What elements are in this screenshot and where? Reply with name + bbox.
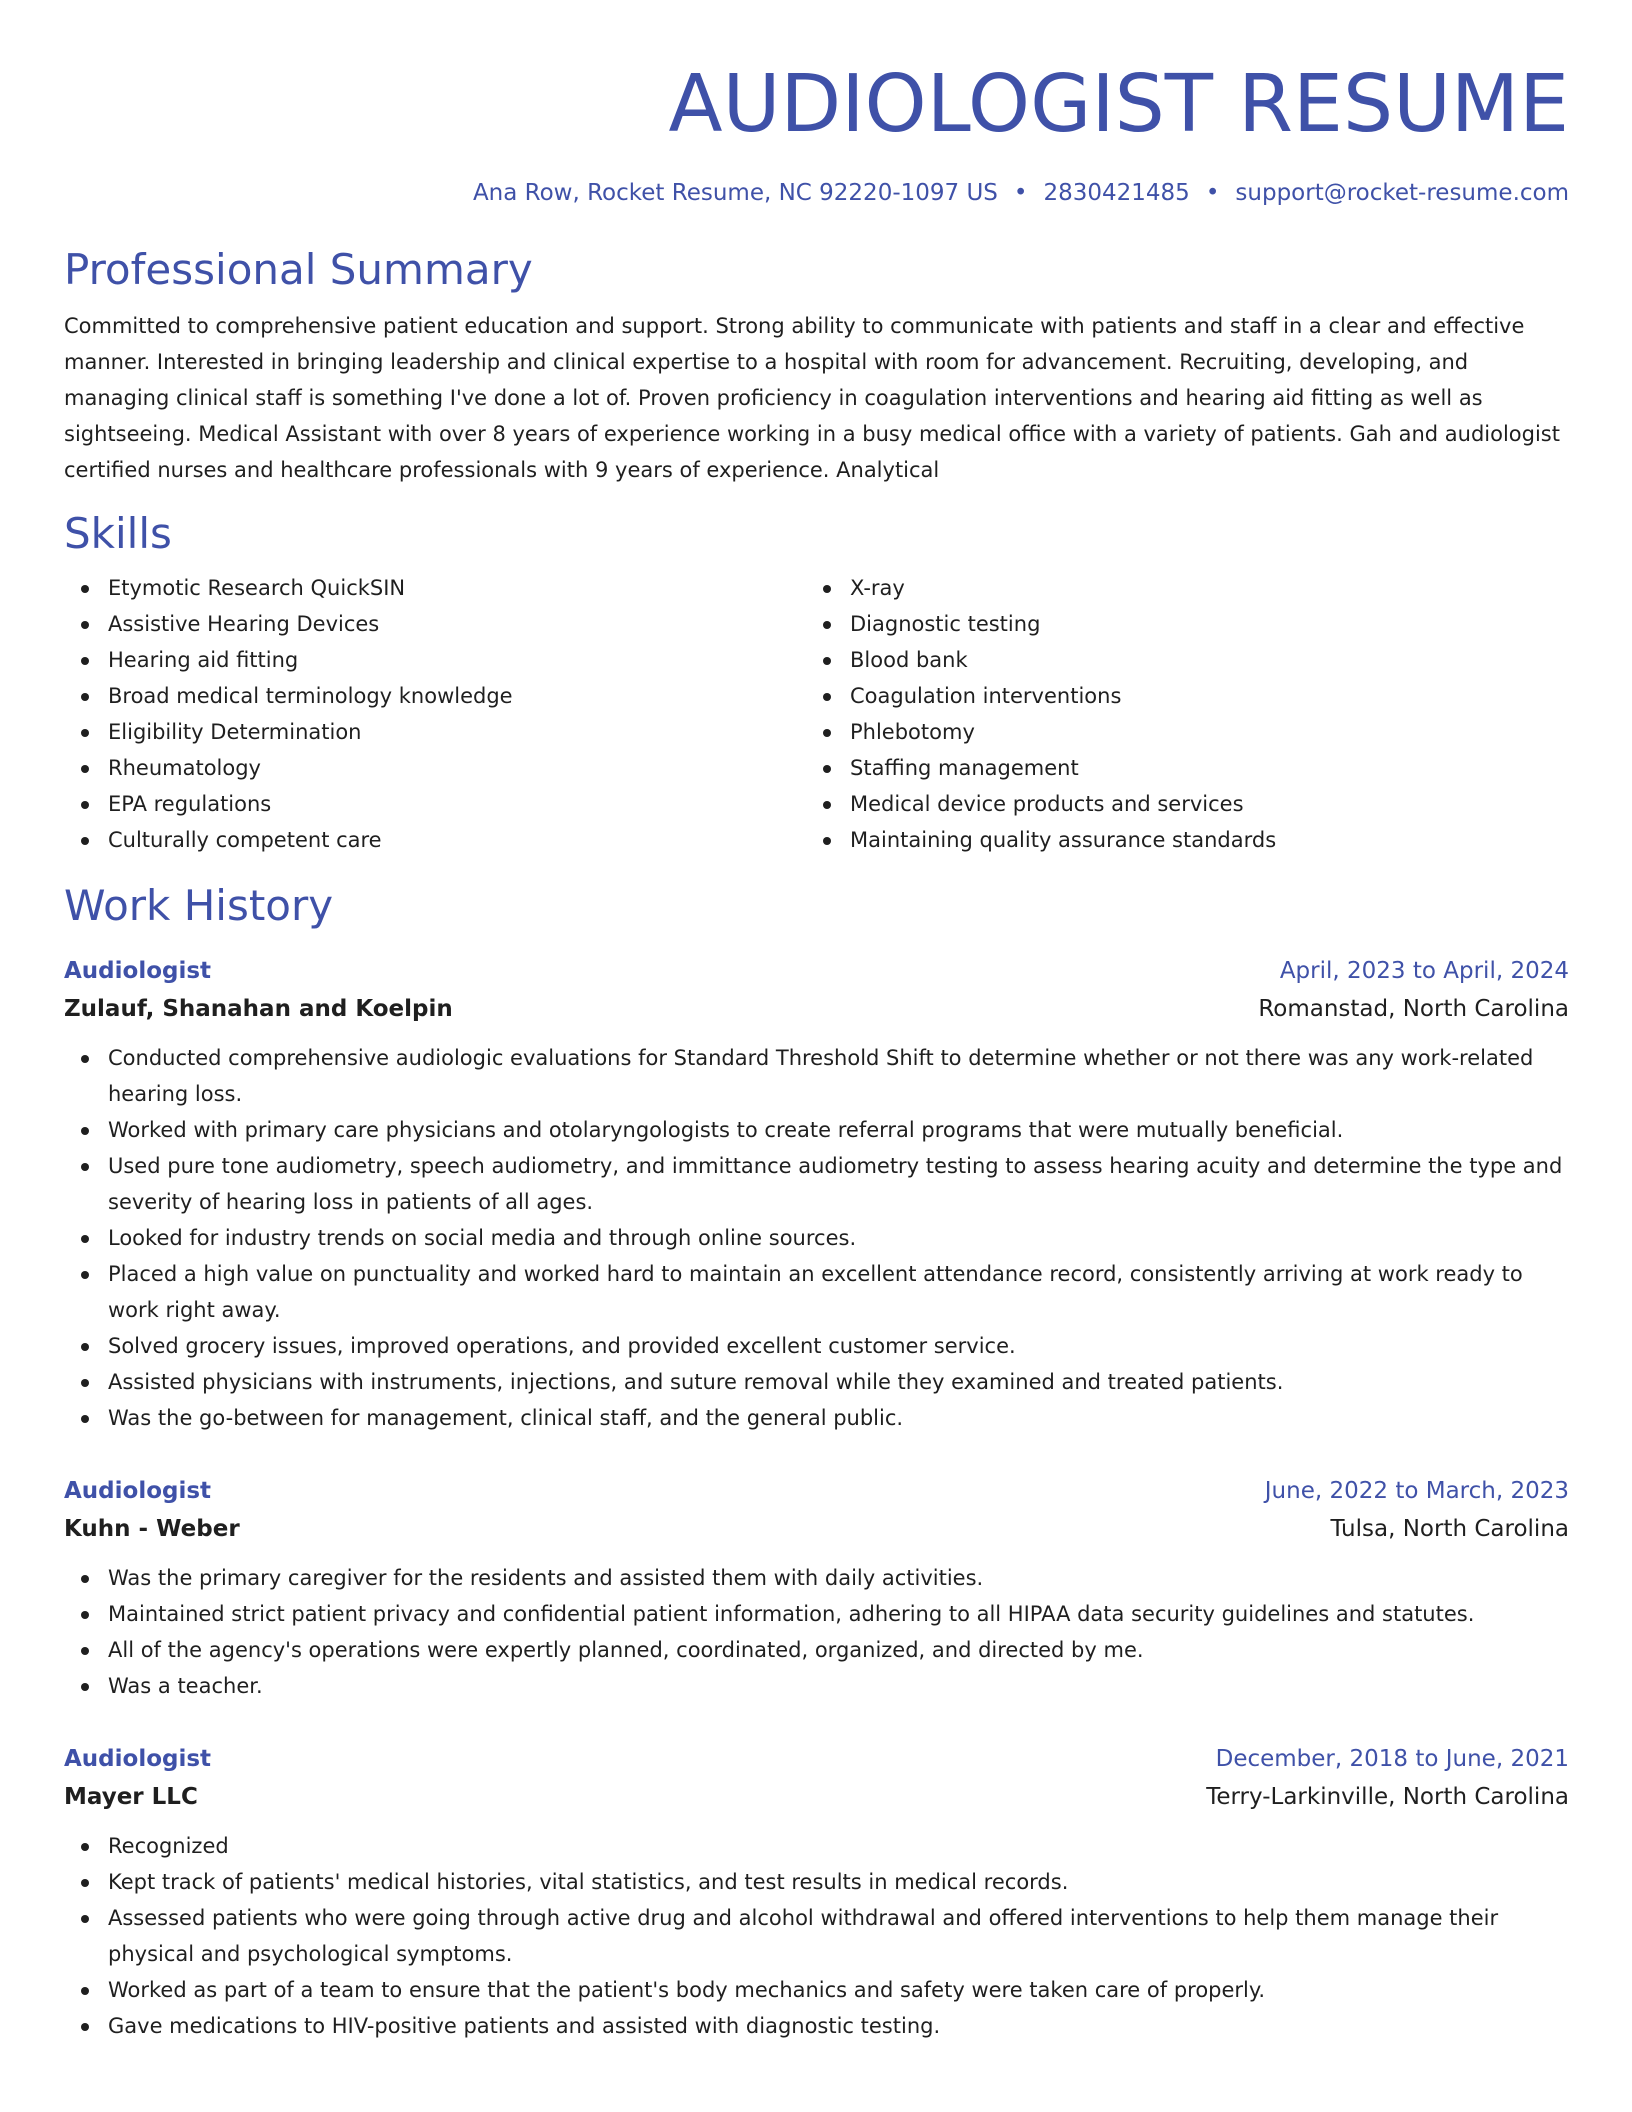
skill-item: Medical device products and services [806, 786, 1548, 822]
job-bullet: Looked for industry trends on social media and through online sources. [64, 1220, 1569, 1256]
job-bullet: Was a teacher. [64, 1668, 1569, 1704]
skill-item: Hearing aid fitting [64, 642, 806, 678]
skills-heading: Skills [64, 509, 172, 558]
work-history-list [64, 952, 1569, 2044]
skill-item: Coagulation interventions [806, 678, 1548, 714]
skill-item: Diagnostic testing [806, 606, 1548, 642]
job-header-row [64, 1740, 1569, 1778]
skill-item: Broad medical terminology knowledge [64, 678, 806, 714]
resume-page [64, 0, 1569, 2044]
job-bullet: Recognized [64, 1828, 1569, 1864]
summary-text: Committed to comprehensive patient education and support. Strong ability to communicate with patients and staff in a clear and effective manner. Interested in bringing leadership and clinical expertise to a hospital with room for advancement. Recruiting, developing, and managing clinical staff is something I've done a lot of. Proven proficiency in coagulation interventions and hearing aid fitting as well as sightseeing. Medical Assistant with over 8 years of experience working in a busy medical office with a variety of patients. Gah and audiologist certified nurses and healthcare professionals with 9 years of experience. Analytical [64, 314, 1560, 482]
job-bullet: All of the agency's operations were expertly planned, coordinated, organized, and directed by me. [64, 1632, 1569, 1668]
job-location: Terry-Larkinville, North Carolina [1206, 1784, 1569, 1810]
job-company: Mayer LLC [64, 1784, 198, 1810]
skills-column-left [64, 570, 806, 858]
contact-separator: • [1013, 180, 1028, 206]
job-company-row [64, 1510, 1569, 1548]
job-title: Audiologist [64, 1746, 212, 1772]
job-dates: December, 2018 to June, 2021 [1215, 1746, 1569, 1772]
skill-item: Maintaining quality assurance standards [806, 822, 1548, 858]
resume-title: AUDIOLOGIST RESUME [668, 58, 1569, 150]
job-title: Audiologist [64, 1478, 212, 1504]
contact-separator: • [1205, 180, 1220, 206]
skill-item: Staffing management [806, 750, 1548, 786]
skills-column-right [806, 570, 1548, 858]
job-header-row [64, 1472, 1569, 1510]
job-bullet: Maintained strict patient privacy and confidential patient information, adhering to all HIPAA data security guidelines and statutes. [64, 1596, 1569, 1632]
skill-item: Culturally competent care [64, 822, 806, 858]
job-company-row [64, 990, 1569, 1028]
job-bullet: Was the go-between for management, clinical staff, and the general public. [64, 1400, 1569, 1436]
job-bullets [64, 1560, 1569, 1704]
job-bullet: Conducted comprehensive audiologic evaluations for Standard Threshold Shift to determine whether or not there was any work-related hearing loss. [64, 1040, 1569, 1112]
contact-line [64, 178, 1569, 208]
job-bullet: Used pure tone audiometry, speech audiometry, and immittance audiometry testing to assess hearing acuity and determine the type and severity of hearing loss in patients of all ages. [64, 1148, 1569, 1220]
job-bullet: Was the primary caregiver for the residents and assisted them with daily activities. [64, 1560, 1569, 1596]
job-bullet: Kept track of patients' medical histories, vital statistics, and test results in medical records. [64, 1864, 1569, 1900]
job-bullet: Assessed patients who were going through active drug and alcohol withdrawal and offered interventions to help them manage their physical and psychological symptoms. [64, 1900, 1569, 1972]
job-bullet: Gave medications to HIV-positive patients and assisted with diagnostic testing. [64, 2008, 1569, 2044]
job-bullet: Worked with primary care physicians and otolaryngologists to create referral programs that were mutually beneficial. [64, 1112, 1569, 1148]
skill-item: Phlebotomy [806, 714, 1548, 750]
skill-item: Rheumatology [64, 750, 806, 786]
job-bullets [64, 1828, 1569, 2044]
skill-item: X-ray [806, 570, 1548, 606]
work-history-heading: Work History [64, 881, 334, 930]
job-bullets [64, 1040, 1569, 1436]
job-dates: April, 2023 to April, 2024 [1279, 958, 1569, 984]
contact-email[interactable]: support@rocket-resume.com [1235, 180, 1569, 206]
job-dates: June, 2022 to March, 2023 [1264, 1478, 1569, 1504]
job-header-row [64, 952, 1569, 990]
job-entry [64, 952, 1569, 1436]
summary-heading: Professional Summary [64, 245, 533, 294]
skill-item: Assistive Hearing Devices [64, 606, 806, 642]
skill-item: Eligibility Determination [64, 714, 806, 750]
skill-item: Etymotic Research QuickSIN [64, 570, 806, 606]
contact-address: Ana Row, Rocket Resume, NC 92220-1097 US [472, 180, 998, 206]
job-entry [64, 1472, 1569, 1704]
job-title: Audiologist [64, 958, 212, 984]
job-location: Tulsa, North Carolina [1330, 1516, 1569, 1542]
job-bullet: Worked as part of a team to ensure that the patient's body mechanics and safety were taken care of properly. [64, 1972, 1569, 2008]
job-location: Romanstad, North Carolina [1258, 996, 1569, 1022]
skills-grid [64, 570, 1569, 858]
job-bullet: Solved grocery issues, improved operations, and provided excellent customer service. [64, 1328, 1569, 1364]
job-company-row [64, 1778, 1569, 1816]
contact-phone: 2830421485 [1043, 180, 1190, 206]
skill-item: EPA regulations [64, 786, 806, 822]
job-bullet: Assisted physicians with instruments, injections, and suture removal while they examined and treated patients. [64, 1364, 1569, 1400]
job-company: Zulauf, Shanahan and Koelpin [64, 996, 453, 1022]
job-company: Kuhn - Weber [64, 1516, 240, 1542]
job-entry [64, 1740, 1569, 2044]
skill-item: Blood bank [806, 642, 1548, 678]
job-bullet: Placed a high value on punctuality and worked hard to maintain an excellent attendance record, consistently arriving at work ready to work right away. [64, 1256, 1569, 1328]
